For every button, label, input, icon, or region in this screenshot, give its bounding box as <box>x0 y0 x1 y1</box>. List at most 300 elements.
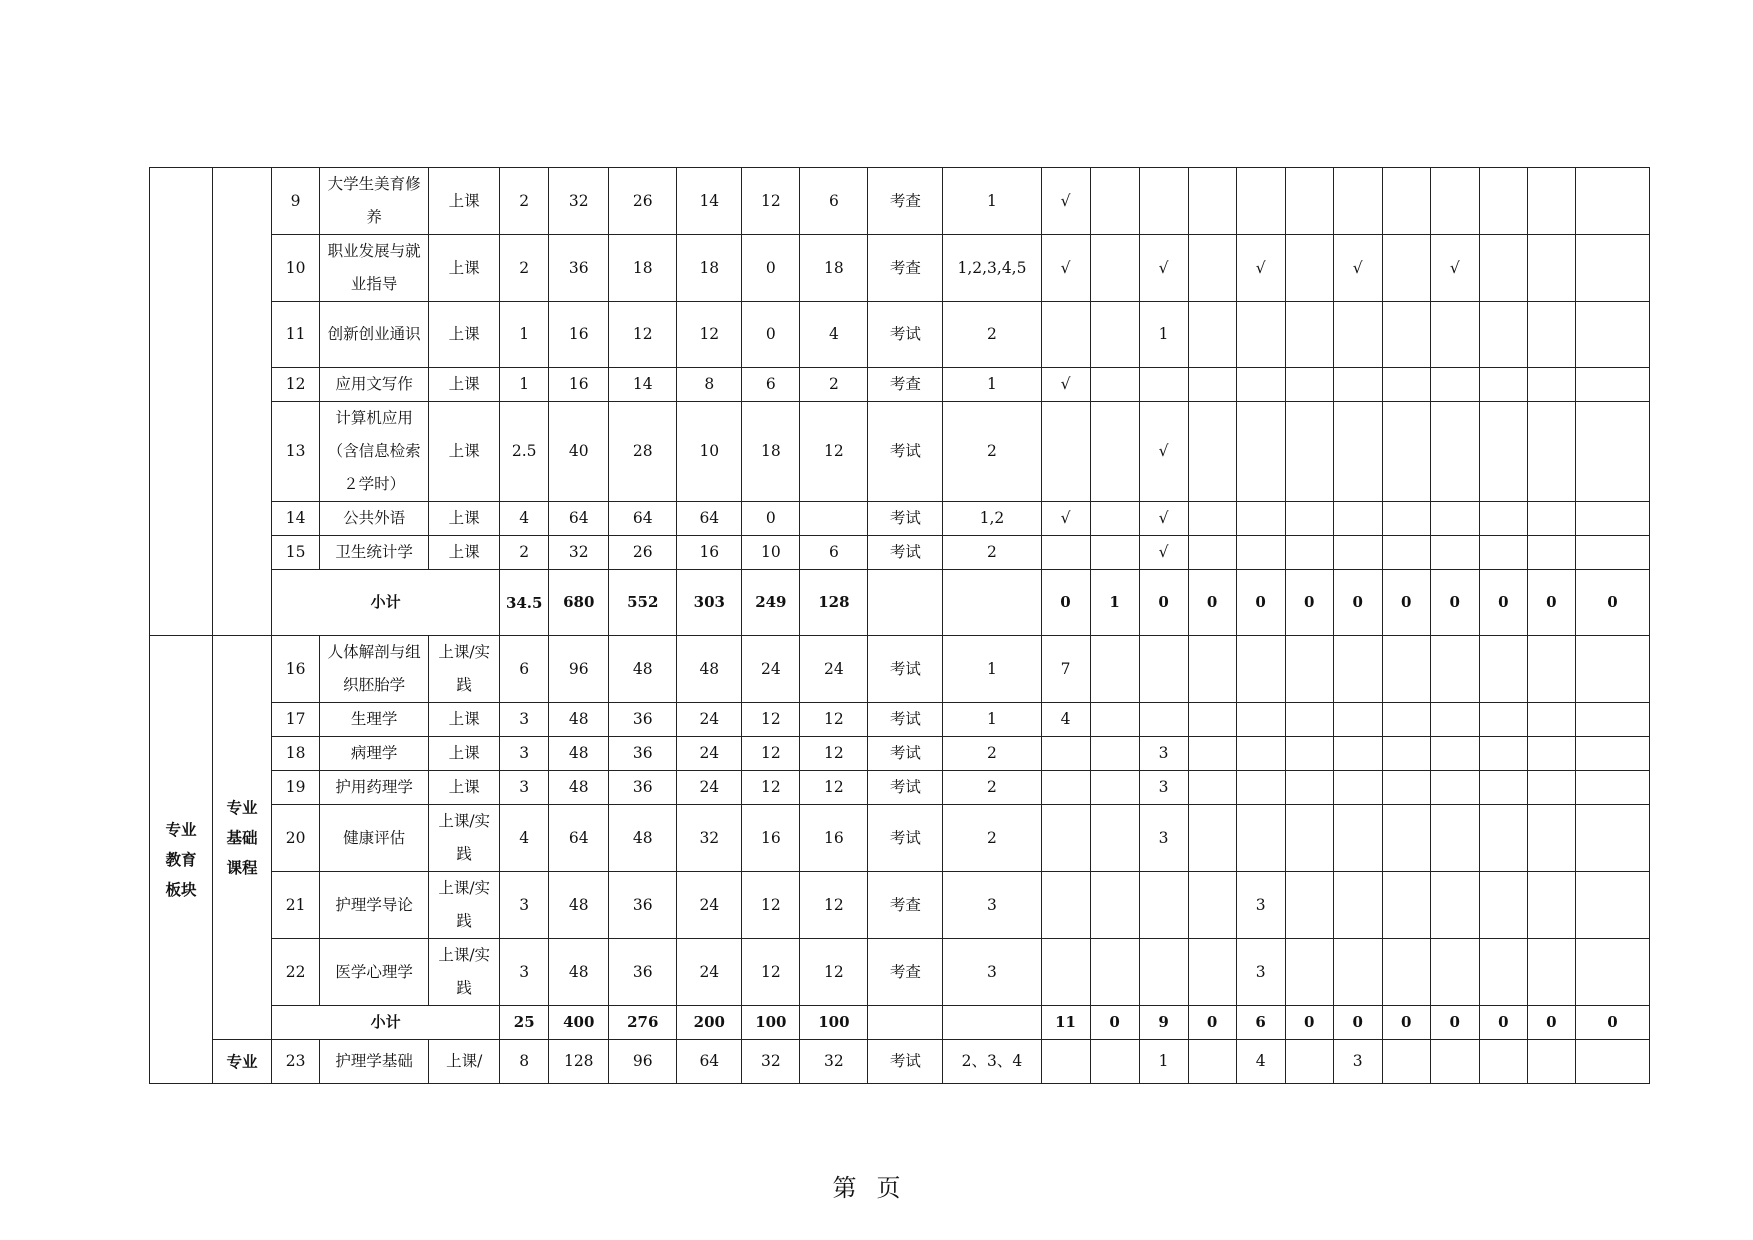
subtotal-week-cell: 1 <box>1090 570 1139 636</box>
semester-week-cell <box>1333 168 1382 235</box>
semester-week-cell <box>1041 302 1090 368</box>
semester-week-cell <box>1285 168 1333 235</box>
semester-week-cell <box>1333 368 1382 402</box>
course-credit-cell: 2 <box>500 168 549 235</box>
semester-week-cell <box>1188 402 1236 502</box>
semester-week-cell <box>1527 302 1575 368</box>
semester-week-cell <box>1430 402 1479 502</box>
semester-week-cell <box>1041 872 1090 939</box>
semester-week-cell <box>1333 872 1382 939</box>
course-number-cell: 21 <box>272 872 320 939</box>
semester-week-cell <box>1527 402 1575 502</box>
course-hours-cell: 48 <box>549 939 609 1006</box>
course-hours-cell: 16 <box>549 368 609 402</box>
teaching-mode-cell: 上课 <box>429 235 500 302</box>
semester-week-cell <box>1333 302 1382 368</box>
semester-week-cell <box>1139 939 1188 1006</box>
table-row <box>150 703 1650 737</box>
semester-week-cell <box>1479 168 1527 235</box>
course-theory-cell: 64 <box>609 502 677 536</box>
table-row <box>150 536 1650 570</box>
semester-week-cell <box>1575 235 1649 302</box>
course-theory-cell: 14 <box>609 368 677 402</box>
teaching-mode-cell: 上课/实践 <box>429 805 500 872</box>
semester-week-cell <box>1090 737 1139 771</box>
semester-week-cell <box>1430 502 1479 536</box>
course-credit-cell: 2 <box>500 235 549 302</box>
course-name-cell: 护用药理学 <box>320 771 429 805</box>
semester-week-cell <box>1382 805 1430 872</box>
semester-week-cell <box>1285 805 1333 872</box>
course-hours-cell: 64 <box>549 502 609 536</box>
semester-week-cell: 7 <box>1041 636 1090 703</box>
semester-week-cell <box>1430 771 1479 805</box>
semester-week-cell <box>1333 771 1382 805</box>
semester-week-cell <box>1090 402 1139 502</box>
semester-week-cell: √ <box>1236 235 1285 302</box>
semester-week-cell <box>1090 368 1139 402</box>
course-theory-cell: 18 <box>609 235 677 302</box>
course-theory-cell: 26 <box>609 536 677 570</box>
teaching-mode-cell: 上课/ <box>429 1040 500 1084</box>
teaching-mode-cell: 上课 <box>429 368 500 402</box>
course-hours-cell: 32 <box>549 168 609 235</box>
course-number-cell: 17 <box>272 703 320 737</box>
semester-week-cell <box>1285 368 1333 402</box>
course-practice-cell: 12 <box>742 771 800 805</box>
semester-week-cell <box>1188 1040 1236 1084</box>
course-theory-cell: 12 <box>609 302 677 368</box>
semester-week-cell <box>1479 939 1527 1006</box>
course-name-cell: 人体解剖与组织胚胎学 <box>320 636 429 703</box>
term-cell: 2 <box>943 737 1041 771</box>
course-other-cell: 16 <box>800 805 868 872</box>
term-cell: 2、3、4 <box>943 1040 1041 1084</box>
subtotal-week-cell: 0 <box>1382 570 1430 636</box>
semester-week-cell: √ <box>1333 235 1382 302</box>
semester-week-cell <box>1139 872 1188 939</box>
table-row <box>150 302 1650 368</box>
term-cell: 1 <box>943 703 1041 737</box>
term-cell: 1 <box>943 636 1041 703</box>
course-lecture-cell: 10 <box>677 402 742 502</box>
term-cell: 2 <box>943 805 1041 872</box>
course-lecture-cell: 32 <box>677 805 742 872</box>
course-other-cell: 12 <box>800 939 868 1006</box>
teaching-mode-cell: 上课/实践 <box>429 636 500 703</box>
subtotal-week-cell: 0 <box>1479 570 1527 636</box>
semester-week-cell: √ <box>1041 368 1090 402</box>
course-practice-cell: 24 <box>742 636 800 703</box>
semester-week-cell <box>1430 939 1479 1006</box>
semester-week-cell <box>1430 168 1479 235</box>
semester-week-cell <box>1382 703 1430 737</box>
course-theory-cell: 48 <box>609 636 677 703</box>
subtotal-theory-cell: 552 <box>609 570 677 636</box>
semester-week-cell <box>1575 368 1649 402</box>
semester-week-cell <box>1090 703 1139 737</box>
semester-week-cell <box>1285 939 1333 1006</box>
subtotal-week-cell: 0 <box>1430 1006 1479 1040</box>
semester-week-cell <box>1382 402 1430 502</box>
semester-week-cell <box>1188 737 1236 771</box>
assessment-cell: 考查 <box>868 235 943 302</box>
course-lecture-cell: 48 <box>677 636 742 703</box>
subtotal-week-cell: 0 <box>1188 1006 1236 1040</box>
assessment-cell: 考查 <box>868 368 943 402</box>
teaching-mode-cell: 上课 <box>429 302 500 368</box>
subtotal-week-cell: 0 <box>1285 1006 1333 1040</box>
semester-week-cell: √ <box>1139 502 1188 536</box>
semester-week-cell <box>1479 703 1527 737</box>
semester-week-cell <box>1090 302 1139 368</box>
semester-week-cell <box>1236 703 1285 737</box>
semester-week-cell <box>1527 168 1575 235</box>
table-row <box>150 872 1650 939</box>
assessment-cell: 考试 <box>868 536 943 570</box>
table-row <box>150 636 1650 703</box>
course-name-cell: 大学生美育修养 <box>320 168 429 235</box>
semester-week-cell <box>1479 402 1527 502</box>
semester-week-cell <box>1382 737 1430 771</box>
semester-week-cell <box>1575 872 1649 939</box>
semester-week-cell <box>1090 502 1139 536</box>
subtotal-assessment-cell <box>868 1006 943 1040</box>
course-other-cell: 6 <box>800 536 868 570</box>
course-theory-cell: 48 <box>609 805 677 872</box>
semester-week-cell <box>1479 872 1527 939</box>
assessment-cell: 考查 <box>868 168 943 235</box>
semester-week-cell <box>1090 1040 1139 1084</box>
semester-week-cell <box>1285 235 1333 302</box>
semester-week-cell <box>1333 703 1382 737</box>
semester-week-cell: 3 <box>1139 737 1188 771</box>
course-lecture-cell: 64 <box>677 502 742 536</box>
subtotal-week-cell: 0 <box>1188 570 1236 636</box>
table-row <box>150 1040 1650 1084</box>
subtotal-week-cell: 0 <box>1333 1006 1382 1040</box>
semester-week-cell <box>1188 502 1236 536</box>
semester-week-cell <box>1382 536 1430 570</box>
assessment-cell: 考试 <box>868 703 943 737</box>
semester-week-cell: 4 <box>1236 1040 1285 1084</box>
course-hours-cell: 128 <box>549 1040 609 1084</box>
semester-week-cell <box>1527 703 1575 737</box>
semester-week-cell <box>1188 302 1236 368</box>
term-cell: 2 <box>943 302 1041 368</box>
course-hours-cell: 96 <box>549 636 609 703</box>
semester-week-cell: 3 <box>1139 805 1188 872</box>
table-row <box>150 168 1650 235</box>
subtotal-week-cell: 0 <box>1041 570 1090 636</box>
course-credit-cell: 1 <box>500 368 549 402</box>
subtotal-theory-cell: 276 <box>609 1006 677 1040</box>
semester-week-cell <box>1382 872 1430 939</box>
semester-week-cell <box>1090 235 1139 302</box>
course-other-cell: 12 <box>800 402 868 502</box>
subtotal-week-cell: 0 <box>1236 570 1285 636</box>
semester-week-cell: √ <box>1041 502 1090 536</box>
course-hours-cell: 36 <box>549 235 609 302</box>
term-cell: 1,2 <box>943 502 1041 536</box>
course-name-cell: 卫生统计学 <box>320 536 429 570</box>
course-credit-cell: 3 <box>500 939 549 1006</box>
semester-week-cell <box>1479 737 1527 771</box>
table-row <box>150 502 1650 536</box>
semester-week-cell <box>1285 872 1333 939</box>
assessment-cell: 考试 <box>868 302 943 368</box>
semester-week-cell <box>1527 939 1575 1006</box>
term-cell: 1 <box>943 168 1041 235</box>
semester-week-cell <box>1285 703 1333 737</box>
course-name-cell: 生理学 <box>320 703 429 737</box>
semester-week-cell: 3 <box>1236 872 1285 939</box>
semester-week-cell <box>1575 737 1649 771</box>
semester-week-cell <box>1430 636 1479 703</box>
course-lecture-cell: 64 <box>677 1040 742 1084</box>
subtotal-week-cell: 0 <box>1382 1006 1430 1040</box>
semester-week-cell <box>1333 939 1382 1006</box>
semester-week-cell <box>1382 636 1430 703</box>
course-other-cell: 2 <box>800 368 868 402</box>
course-other-cell: 12 <box>800 703 868 737</box>
semester-week-cell: 3 <box>1139 771 1188 805</box>
semester-week-cell <box>1090 168 1139 235</box>
course-practice-cell: 32 <box>742 1040 800 1084</box>
semester-week-cell <box>1236 737 1285 771</box>
course-other-cell: 12 <box>800 872 868 939</box>
course-plan-table <box>149 167 1650 1084</box>
semester-week-cell <box>1188 235 1236 302</box>
semester-week-cell <box>1090 771 1139 805</box>
course-number-cell: 20 <box>272 805 320 872</box>
semester-week-cell <box>1090 939 1139 1006</box>
semester-week-cell <box>1527 771 1575 805</box>
semester-week-cell <box>1575 302 1649 368</box>
subtotal-week-cell: 6 <box>1236 1006 1285 1040</box>
course-name-cell: 计算机应用（含信息检索２学时） <box>320 402 429 502</box>
subtotal-credit-cell: 25 <box>500 1006 549 1040</box>
table-row <box>150 737 1650 771</box>
course-other-cell <box>800 502 868 536</box>
course-hours-cell: 32 <box>549 536 609 570</box>
semester-week-cell <box>1527 636 1575 703</box>
course-lecture-cell: 24 <box>677 737 742 771</box>
semester-week-cell <box>1430 872 1479 939</box>
semester-week-cell <box>1041 737 1090 771</box>
semester-week-cell <box>1090 872 1139 939</box>
teaching-mode-cell: 上课 <box>429 402 500 502</box>
course-lecture-cell: 24 <box>677 872 742 939</box>
course-lecture-cell: 12 <box>677 302 742 368</box>
category-label-cell: 专业 <box>213 1040 272 1084</box>
course-practice-cell: 10 <box>742 536 800 570</box>
semester-week-cell <box>1527 502 1575 536</box>
semester-week-cell <box>1188 636 1236 703</box>
semester-week-cell <box>1285 771 1333 805</box>
semester-week-cell <box>1575 805 1649 872</box>
course-other-cell: 6 <box>800 168 868 235</box>
semester-week-cell: 1 <box>1139 302 1188 368</box>
semester-week-cell <box>1333 402 1382 502</box>
semester-week-cell <box>1333 502 1382 536</box>
table-row <box>150 805 1650 872</box>
semester-week-cell <box>1575 771 1649 805</box>
course-hours-cell: 16 <box>549 302 609 368</box>
semester-week-cell <box>1188 536 1236 570</box>
course-practice-cell: 12 <box>742 168 800 235</box>
teaching-mode-cell: 上课 <box>429 536 500 570</box>
semester-week-cell <box>1236 636 1285 703</box>
subtotal-other-cell: 128 <box>800 570 868 636</box>
course-credit-cell: 1 <box>500 302 549 368</box>
course-hours-cell: 48 <box>549 872 609 939</box>
semester-week-cell: 1 <box>1139 1040 1188 1084</box>
course-theory-cell: 96 <box>609 1040 677 1084</box>
subtotal-week-cell: 0 <box>1333 570 1382 636</box>
semester-week-cell <box>1333 536 1382 570</box>
course-number-cell: 13 <box>272 402 320 502</box>
block-cell-continued <box>150 168 213 636</box>
course-theory-cell: 28 <box>609 402 677 502</box>
semester-week-cell <box>1041 939 1090 1006</box>
semester-week-cell <box>1188 872 1236 939</box>
subtotal-row <box>150 570 1650 636</box>
course-practice-cell: 18 <box>742 402 800 502</box>
assessment-cell: 考试 <box>868 737 943 771</box>
course-number-cell: 18 <box>272 737 320 771</box>
assessment-cell: 考查 <box>868 939 943 1006</box>
course-number-cell: 16 <box>272 636 320 703</box>
semester-week-cell <box>1382 168 1430 235</box>
assessment-cell: 考试 <box>868 1040 943 1084</box>
course-hours-cell: 48 <box>549 703 609 737</box>
semester-week-cell <box>1382 368 1430 402</box>
semester-week-cell <box>1041 536 1090 570</box>
subtotal-other-cell: 100 <box>800 1006 868 1040</box>
course-practice-cell: 6 <box>742 368 800 402</box>
semester-week-cell <box>1236 368 1285 402</box>
subtotal-week-cell: 0 <box>1090 1006 1139 1040</box>
course-name-cell: 病理学 <box>320 737 429 771</box>
course-theory-cell: 36 <box>609 703 677 737</box>
semester-week-cell <box>1139 703 1188 737</box>
semester-week-cell <box>1188 771 1236 805</box>
semester-week-cell <box>1236 402 1285 502</box>
course-name-cell: 护理学导论 <box>320 872 429 939</box>
semester-week-cell: √ <box>1430 235 1479 302</box>
semester-week-cell <box>1041 1040 1090 1084</box>
course-number-cell: 12 <box>272 368 320 402</box>
semester-week-cell <box>1333 737 1382 771</box>
semester-week-cell <box>1285 302 1333 368</box>
term-cell: 2 <box>943 402 1041 502</box>
subtotal-hours-cell: 680 <box>549 570 609 636</box>
course-name-cell: 公共外语 <box>320 502 429 536</box>
course-other-cell: 4 <box>800 302 868 368</box>
course-hours-cell: 40 <box>549 402 609 502</box>
subtotal-lecture-cell: 303 <box>677 570 742 636</box>
semester-week-cell <box>1188 805 1236 872</box>
semester-week-cell <box>1430 1040 1479 1084</box>
semester-week-cell <box>1430 737 1479 771</box>
course-other-cell: 12 <box>800 771 868 805</box>
semester-week-cell <box>1236 502 1285 536</box>
subtotal-week-cell: 0 <box>1527 1006 1575 1040</box>
semester-week-cell <box>1479 1040 1527 1084</box>
semester-week-cell <box>1479 302 1527 368</box>
term-cell: 2 <box>943 771 1041 805</box>
course-credit-cell: 6 <box>500 636 549 703</box>
semester-week-cell <box>1139 168 1188 235</box>
semester-week-cell <box>1479 805 1527 872</box>
course-theory-cell: 36 <box>609 737 677 771</box>
course-credit-cell: 2.5 <box>500 402 549 502</box>
course-name-cell: 职业发展与就业指导 <box>320 235 429 302</box>
course-practice-cell: 0 <box>742 302 800 368</box>
semester-week-cell <box>1188 939 1236 1006</box>
teaching-mode-cell: 上课 <box>429 737 500 771</box>
table-row <box>150 939 1650 1006</box>
semester-week-cell <box>1527 737 1575 771</box>
semester-week-cell <box>1479 636 1527 703</box>
semester-week-cell: 4 <box>1041 703 1090 737</box>
table-row <box>150 235 1650 302</box>
course-lecture-cell: 16 <box>677 536 742 570</box>
semester-week-cell <box>1527 368 1575 402</box>
semester-week-cell: √ <box>1041 168 1090 235</box>
course-lecture-cell: 18 <box>677 235 742 302</box>
semester-week-cell <box>1430 703 1479 737</box>
semester-week-cell <box>1139 368 1188 402</box>
subtotal-week-cell: 0 <box>1285 570 1333 636</box>
subtotal-week-cell: 0 <box>1479 1006 1527 1040</box>
semester-week-cell <box>1479 235 1527 302</box>
subtotal-week-cell: 0 <box>1575 1006 1649 1040</box>
subtotal-week-cell: 0 <box>1430 570 1479 636</box>
teaching-mode-cell: 上课 <box>429 771 500 805</box>
course-name-cell: 健康评估 <box>320 805 429 872</box>
teaching-mode-cell: 上课/实践 <box>429 872 500 939</box>
course-lecture-cell: 8 <box>677 368 742 402</box>
course-other-cell: 32 <box>800 1040 868 1084</box>
semester-week-cell <box>1575 703 1649 737</box>
semester-week-cell <box>1236 536 1285 570</box>
course-hours-cell: 48 <box>549 771 609 805</box>
subtotal-week-cell: 0 <box>1139 570 1188 636</box>
semester-week-cell <box>1041 402 1090 502</box>
semester-week-cell <box>1527 805 1575 872</box>
term-cell: 2 <box>943 536 1041 570</box>
assessment-cell: 考试 <box>868 771 943 805</box>
course-practice-cell: 12 <box>742 737 800 771</box>
course-number-cell: 10 <box>272 235 320 302</box>
page-footer: 第页 <box>832 1174 921 1202</box>
term-cell: 1 <box>943 368 1041 402</box>
semester-week-cell <box>1382 939 1430 1006</box>
semester-week-cell <box>1285 536 1333 570</box>
semester-week-cell <box>1285 1040 1333 1084</box>
semester-week-cell <box>1090 536 1139 570</box>
course-theory-cell: 36 <box>609 771 677 805</box>
assessment-cell: 考试 <box>868 805 943 872</box>
semester-week-cell <box>1285 737 1333 771</box>
semester-week-cell: √ <box>1041 235 1090 302</box>
semester-week-cell <box>1041 805 1090 872</box>
subtotal-week-cell: 0 <box>1527 570 1575 636</box>
semester-week-cell <box>1382 302 1430 368</box>
semester-week-cell <box>1575 536 1649 570</box>
